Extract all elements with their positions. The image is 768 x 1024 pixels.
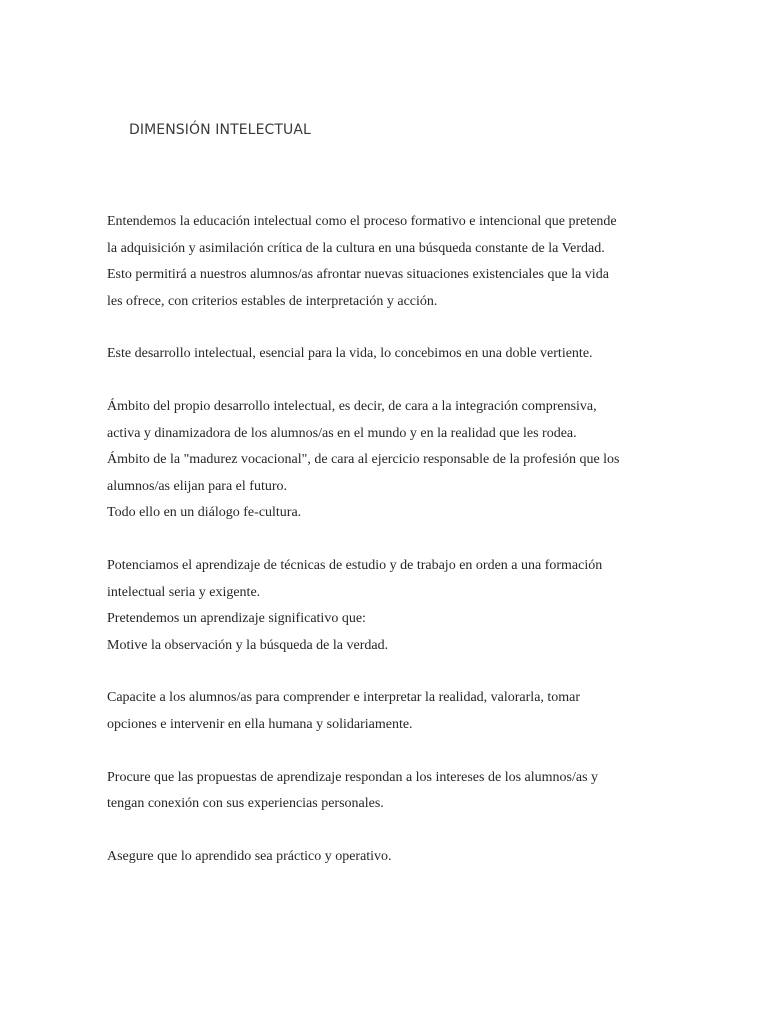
- paragraph-enable-students: [107, 685, 667, 738]
- document-heading: DIMENSIÓN INTELECTUAL: [129, 122, 311, 138]
- text-line: Pretendemos un aprendizaje significativo que:: [107, 611, 366, 627]
- paragraph-scopes: [107, 394, 667, 527]
- text-line: Potenciamos el aprendizaje de técnicas de estudio y de trabajo en orden a una formación: [107, 557, 603, 573]
- paragraph-education-definition: [107, 209, 667, 315]
- text-line: opciones e intervenir en ella humana y solidariamente.: [107, 716, 413, 732]
- text-line: Todo ello en un diálogo fe-cultura.: [107, 505, 302, 521]
- document-body: [107, 209, 667, 896]
- paragraph-student-interests: [107, 765, 667, 818]
- text-line: Asegure que lo aprendido sea práctico y operativo.: [107, 848, 392, 864]
- text-line: intelectual seria y exigente.: [107, 584, 261, 600]
- text-line: les ofrece, con criterios estables de interpretación y acción.: [107, 293, 438, 309]
- text-line: Motive la observación y la búsqueda de la verdad.: [107, 637, 389, 653]
- text-line: Este desarrollo intelectual, esencial para la vida, lo concebimos en una doble vertiente.: [107, 346, 593, 362]
- text-line: Entendemos la educación intelectual como el proceso formativo e intencional que pretende: [107, 214, 617, 229]
- paragraph-double-aspect: [107, 341, 667, 368]
- text-line: la adquisición y asimilación crítica de la cultura en una búsqueda constante de la Verdad.: [107, 240, 605, 256]
- text-line: Ámbito del propio desarrollo intelectual, es decir, de cara a la integración comprensiva,: [107, 398, 597, 414]
- text-line: activa y dinamizadora de los alumnos/as en el mundo y en la realidad que les rodea.: [107, 425, 577, 441]
- text-line: Ámbito de la "madurez vocacional", de cara al ejercicio responsable de la profesión que los: [107, 452, 620, 468]
- text-line: Esto permitirá a nuestros alumnos/as afrontar nuevas situaciones existenciales que la vida: [107, 267, 609, 283]
- paragraph-study-techniques: [107, 553, 667, 659]
- text-line: alumnos/as elijan para el futuro.: [107, 478, 287, 494]
- text-line: Capacite a los alumnos/as para comprender e interpretar la realidad, valorarla, tomar: [107, 690, 581, 706]
- text-line: tengan conexión con sus experiencias personales.: [107, 796, 384, 812]
- text-line: Procure que las propuestas de aprendizaje respondan a los intereses de los alumnos/as y: [107, 769, 599, 785]
- paragraph-practical-learning: [107, 844, 667, 871]
